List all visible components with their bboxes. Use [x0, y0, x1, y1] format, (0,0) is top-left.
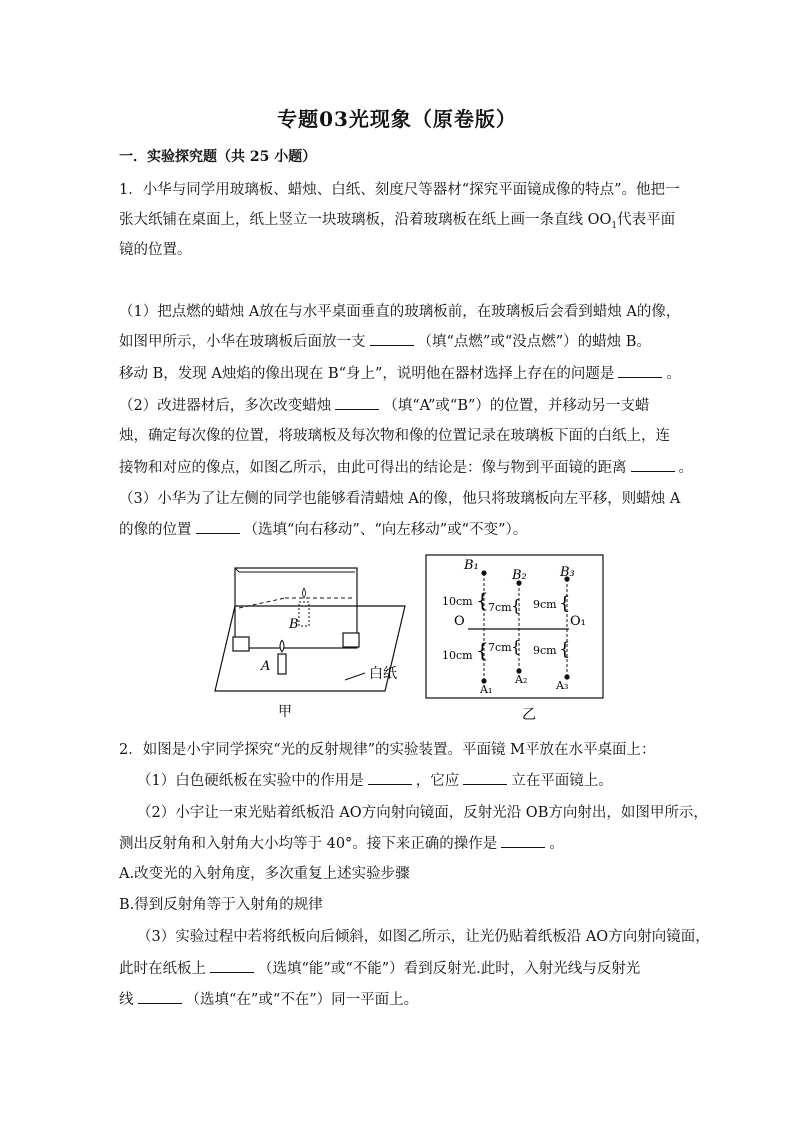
q1-part1-c-pre: 移动 B，发现 A烛焰的像出现在 B“身上”，说明他在器材选择上存在的问题是: [119, 366, 615, 382]
q1-part3-line-b: [119, 518, 527, 539]
glass-plate: [235, 568, 357, 648]
q1-part2-a-pre: （2）改进器材后，多次改变蜡烛: [119, 398, 332, 414]
figure-jia: [205, 558, 415, 723]
dist-label-1-top: 10cm: [442, 595, 473, 608]
q1-part1-line-b: [119, 330, 651, 351]
answer-blank: [631, 459, 675, 472]
q2-part3-line-c: [119, 988, 418, 1009]
q1-line-2-text: 张大纸铺在桌面上，纸上竖立一块玻璃板，沿着玻璃板在纸上画一条直线 OO: [119, 212, 612, 228]
plate-stand-left: [233, 637, 249, 651]
q1-part3-b-post: （选填“向右移动”、“向左移动”或“不变”）。: [243, 522, 528, 538]
q1-part2-c-post: 。: [678, 460, 693, 476]
q1-part1-b-pre: 如图甲所示，小华在玻璃板后面放一支: [119, 334, 366, 350]
label-a: A: [261, 659, 271, 674]
flame-image-icon: [303, 588, 306, 598]
answer-blank: [368, 772, 412, 785]
q2-line-1: 2．如图是小宇同学探究“光的反射规律”的实验装置。平面镜 M平放在水平桌面上：: [119, 742, 656, 758]
q1-line-3: 镜的位置。: [119, 242, 192, 258]
q1-part3-b-pre: 的像的位置: [119, 522, 192, 538]
q1-part1-c-post: 。: [666, 366, 681, 382]
answer-blank: [618, 365, 662, 378]
brace-3-top: {: [559, 593, 571, 614]
answer-blank: [501, 835, 545, 848]
answer-blank: [196, 521, 240, 534]
q2-part3-b-pre: 此时在纸板上: [119, 961, 206, 977]
q2-option-a: A.改变光的入射角度，多次重复上述实验步骤: [119, 866, 410, 882]
q1-part3-line-a: （3）小华为了让左侧的同学也能够看清蜡烛 A的像，他只将玻璃板向左平移，则蜡烛 A: [119, 491, 681, 507]
q2-part2-b-pre: 测出反射角和入射角大小均等于 40°。接下来正确的操作是: [119, 836, 498, 852]
q1-line-2-tail: 代表平面: [617, 212, 676, 228]
brace-1-bottom: {: [476, 638, 489, 662]
dist-label-3-top: 9cm: [533, 598, 557, 611]
label-b2: B₂: [512, 568, 527, 583]
answer-blank: [463, 772, 507, 785]
dist-label-3-bottom: 9cm: [533, 644, 557, 657]
point-b1: [481, 570, 486, 575]
label-a2: A₂: [515, 673, 528, 686]
flame-icon: [280, 640, 284, 652]
q2-part2-b-post: 。: [549, 836, 564, 852]
q1-part2-a-post: （填“A”或“B”）的位置，并移动另一支蜡: [383, 398, 650, 414]
q2-part3-line-a: （3）实验过程中若将纸板向后倾斜，如图乙所示，让光仍贴着纸板沿 AO方向射向镜面，: [137, 929, 710, 945]
page-title: 专题03光现象（原卷版）: [277, 107, 517, 131]
brace-3-bottom: {: [559, 639, 571, 660]
q1-line-2: [119, 208, 675, 231]
q2-part1: [137, 769, 613, 790]
dist-label-2-top: 7cm: [488, 601, 512, 614]
label-b1: B₁: [464, 558, 479, 573]
q2-part2-line-a: （2）小宇让一束光贴着纸板沿 AO方向射向镜面，反射光沿 OB方向射出，如图甲所示，: [137, 805, 708, 821]
q2-part3-c-pre: 线: [119, 992, 134, 1008]
q1-part2-line-a: [119, 394, 649, 415]
label-a1: A₁: [480, 683, 493, 696]
q1-line-1: 1．小华与同学用玻璃板、蜡烛、白纸、刻度尺等器材“探究平面镜成像的特点”。他把一: [119, 182, 680, 198]
q2-part1-pre: （1）白色硬纸板在实验中的作用是: [137, 773, 364, 789]
q2-part3-b-post: （选填“能”或“不能”）看到反射光.此时，入射光线与反射光: [258, 961, 641, 977]
q1-part1-b-post: （填“点燃”或“没点燃”）的蜡烛 B。: [417, 334, 651, 350]
brace-2-top: {: [511, 596, 522, 615]
candle-a: [278, 654, 286, 674]
figure-yi: [424, 553, 606, 725]
q2-part3-line-b: [119, 957, 640, 978]
q2-part1-mid: ，它应: [415, 773, 460, 789]
label-o1: O₁: [570, 614, 586, 629]
label-o: O: [454, 614, 465, 629]
q2-option-b: B.得到反射角等于入射角的规律: [119, 897, 323, 913]
dist-label-1-bottom: 10cm: [442, 649, 473, 662]
caption-yi: 乙: [522, 707, 536, 723]
brace-1-top: {: [476, 588, 489, 612]
answer-blank: [370, 333, 414, 346]
q1-part2-c-pre: 接物和对应的像点，如图乙所示，由此可得出的结论是：像与物到平面镜的距离: [119, 460, 627, 476]
answer-blank: [210, 960, 254, 973]
q2-part3-c-post: （选填“在”或“不在”）同一平面上。: [185, 992, 419, 1008]
caption-jia: 甲: [278, 704, 292, 720]
answer-blank: [138, 991, 182, 1004]
q1-part2-line-c: [119, 456, 693, 477]
dist-label-2-bottom: 7cm: [488, 641, 512, 654]
section-heading: 一．实验探究题（共 25 小题）: [119, 149, 317, 165]
q1-part2-line-b: 烛，确定每次像的位置，将玻璃板及每次物和像的位置记录在玻璃板下面的白纸上，连: [119, 428, 670, 444]
q1-line-2-subscript: 1: [611, 220, 618, 231]
label-b: B: [289, 617, 299, 632]
q1-part1-line-a: （1）把点燃的蜡烛 A放在与水平桌面垂直的玻璃板前，在玻璃板后会看到蜡烛 A的像，: [119, 304, 681, 320]
label-b3: B₃: [560, 565, 575, 580]
label-white-paper: 白纸: [369, 666, 397, 682]
q2-part1-post: 立在平面镜上。: [511, 773, 613, 789]
label-a3: A₃: [556, 679, 569, 692]
answer-blank: [335, 397, 379, 410]
brace-2-bottom: {: [511, 637, 522, 656]
q2-part2-line-b: [119, 832, 564, 853]
plate-stand-right: [343, 633, 359, 647]
q1-part1-line-c: [119, 362, 681, 383]
